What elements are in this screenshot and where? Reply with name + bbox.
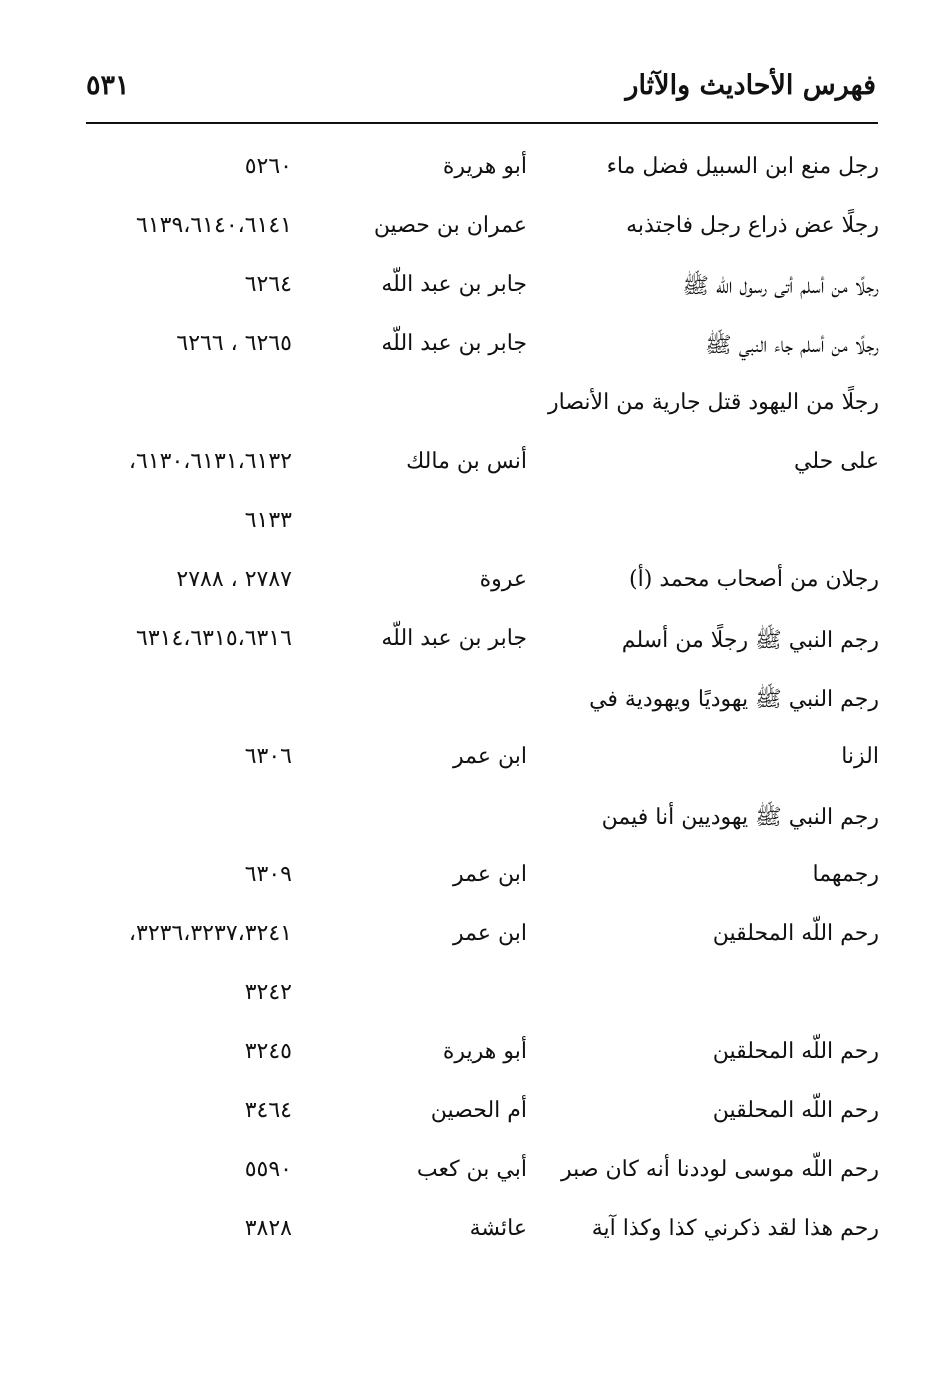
- index-row: [0, 437, 932, 496]
- index-row: [0, 909, 932, 968]
- page-title: فهرس الأحاديث والآثار: [625, 70, 876, 101]
- hadith-numbers: ٦١٣٠،٦١٣١،٦١٣٢،: [128, 449, 292, 474]
- hadith-numbers: ٦٣١٤،٦٣١٥،٦٣١٦: [136, 626, 292, 651]
- index-row: [0, 968, 932, 1027]
- hadith-text: رجلان من أصحاب محمد (أ): [629, 567, 879, 592]
- hadith-text: على حلي: [794, 449, 879, 474]
- narrator-name: جابر بن عبد اللّه: [381, 331, 527, 356]
- hadith-numbers: ٣٢٤٥: [244, 1039, 292, 1064]
- hadith-text: رجلًا من أسلم أتى رسول اللّه ﷺ: [682, 274, 879, 299]
- narrator-name: ابن عمر: [453, 744, 527, 769]
- index-row: [0, 260, 932, 319]
- hadith-numbers: ٢٧٨٧ ، ٢٧٨٨: [176, 567, 292, 592]
- index-row: [0, 732, 932, 791]
- hadith-text: رحم اللّه المحلقين: [712, 1098, 879, 1123]
- narrator-name: أبي بن كعب: [416, 1157, 527, 1182]
- narrator-name: عمران بن حصين: [373, 213, 527, 238]
- hadith-text: رجلًا من أسلم جاء النبي ﷺ: [705, 333, 879, 358]
- narrator-name: أبو هريرة: [442, 154, 527, 179]
- index-row: [0, 673, 932, 732]
- hadith-text: رجلًا عض ذراع رجل فاجتذبه: [626, 213, 879, 238]
- hadith-numbers: ٦١٣٣: [244, 508, 292, 533]
- hadith-text: رجل منع ابن السبيل فضل ماء: [606, 154, 879, 179]
- hadith-text: الزنا: [841, 744, 879, 769]
- hadith-text: رجمهما: [812, 862, 879, 887]
- narrator-name: أبو هريرة: [442, 1039, 527, 1064]
- narrator-name: ابن عمر: [453, 921, 527, 946]
- hadith-text: رحم هذا لقد ذكرني كذا وكذا آية: [591, 1216, 879, 1241]
- hadith-numbers: ٣٨٢٨: [244, 1216, 292, 1241]
- index-row: [0, 850, 932, 909]
- narrator-name: جابر بن عبد اللّه: [381, 272, 527, 297]
- hadith-text: رحم اللّه المحلقين: [712, 1039, 879, 1064]
- hadith-index-list: [0, 142, 932, 1263]
- index-row: [0, 378, 932, 437]
- narrator-name: أم الحصين: [430, 1098, 527, 1123]
- narrator-name: عائشة: [469, 1216, 527, 1241]
- hadith-numbers: ٦١٣٩،٦١٤٠،٦١٤١: [136, 213, 292, 238]
- index-row: [0, 614, 932, 673]
- hadith-numbers: ٣٢٤٢: [244, 980, 292, 1005]
- index-row: [0, 319, 932, 378]
- index-row: [0, 1145, 932, 1204]
- hadith-numbers: ٦٢٦٤: [244, 272, 292, 297]
- index-row: [0, 1204, 932, 1263]
- index-row: [0, 1086, 932, 1145]
- index-row: [0, 1027, 932, 1086]
- hadith-text: رحم اللّه موسى لوددنا أنه كان صبر: [561, 1157, 879, 1182]
- index-row: [0, 791, 932, 850]
- hadith-numbers: ٦٣٠٦: [244, 744, 292, 769]
- hadith-numbers: ٦٢٦٥ ، ٦٢٦٦: [176, 331, 292, 356]
- page-header: [86, 66, 878, 124]
- narrator-name: أنس بن مالك: [406, 449, 527, 474]
- hadith-text: رجلًا من اليهود قتل جارية من الأنصار: [548, 390, 879, 415]
- hadith-text: رحم اللّه المحلقين: [712, 921, 879, 946]
- hadith-numbers: ٥٥٩٠: [244, 1157, 292, 1182]
- index-row: [0, 142, 932, 201]
- hadith-numbers: ٥٢٦٠: [244, 154, 292, 179]
- hadith-text: رجم النبي ﷺ يهوديًا ويهودية في: [589, 687, 879, 712]
- narrator-name: جابر بن عبد اللّه: [381, 626, 527, 651]
- hadith-numbers: ٣٤٦٤: [244, 1098, 292, 1123]
- index-row: [0, 555, 932, 614]
- index-row: [0, 201, 932, 260]
- hadith-numbers: ٦٣٠٩: [244, 862, 292, 887]
- narrator-name: عروة: [479, 567, 527, 592]
- hadith-text: رجم النبي ﷺ رجلًا من أسلم: [621, 628, 879, 653]
- hadith-text: رجم النبي ﷺ يهوديين أنا فيمن: [601, 805, 879, 830]
- index-row: [0, 496, 932, 555]
- narrator-name: ابن عمر: [453, 862, 527, 887]
- page-number: ٥٣١: [86, 70, 130, 101]
- hadith-numbers: ٣٢٣٦،٣٢٣٧،٣٢٤١،: [128, 921, 292, 946]
